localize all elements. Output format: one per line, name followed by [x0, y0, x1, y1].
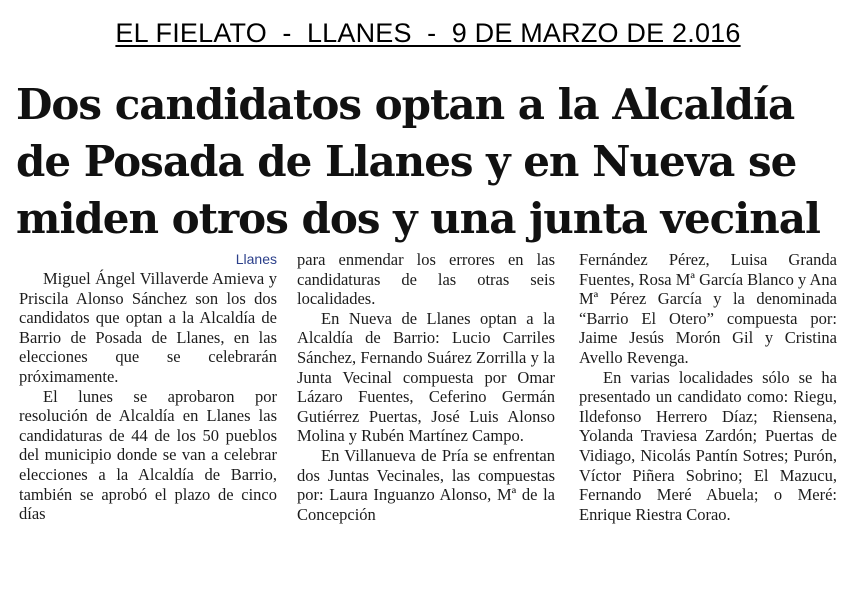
headline-line: Dos candidatos optan a la Alcaldía	[16, 80, 795, 129]
headline	[16, 76, 846, 247]
article-body	[14, 250, 844, 580]
page-header	[0, 18, 856, 49]
article-column-3	[579, 250, 837, 524]
headline-line: miden otros dos y una junta vecinal	[16, 194, 820, 243]
article-column-1	[19, 250, 277, 524]
article-paragraph: para enmendar los errores en las candidaturas de las otras seis localidades.	[297, 250, 555, 309]
article-column-2	[297, 250, 555, 524]
headline-line: de Posada de Llanes y en Nueva se	[16, 137, 797, 186]
section-label: Llanes	[235, 251, 277, 267]
article-paragraph: En Nueva de Llanes optan a la Alcaldía de Barrio: Lucio Carriles Sánchez, Fernando Suárez Zorrilla y la Junta Vecinal compuesta por Omar Lázaro Fuentes, Ceferino Germán Gutiérrez Puertas, José Luis Alonso Molina y Rubén Martínez Campo.	[297, 308, 555, 446]
article-paragraph: Miguel Ángel Villaverde Amieva y Priscila Alonso Sánchez son los dos candidatos que optan a la Alcaldía de Barrio de Posada de Llanes, en las elecciones que se celebrarán próximamente.	[19, 269, 277, 386]
article-paragraph: El lunes se aprobaron por resolución de Alcaldía en Llanes las candidaturas de 44 de los 50 pueblos del municipio donde se van a celebrar elecciones a la Alcaldía de Barrio, también se aprobó el plazo de cinco días	[19, 386, 277, 524]
article-paragraph: En varias localidades sólo se ha presentado un candidato como: Riegu, Ildefonso Herrero Díaz; Riensena, Yolanda Traviesa Zardón; Puertas de Vidiago, Nicolás Pantín Sotres; Purón, Víctor Piñera Sobrino; El Mazucu, Fernando Meré Abuela; o Meré: Enrique Riestra Corao.	[579, 367, 837, 524]
page-header-text: EL FIELATO - LLANES - 9 DE MARZO DE 2.016	[115, 18, 741, 48]
article-paragraph: Fernández Pérez, Luisa Granda Fuentes, Rosa Mª García Blanco y Ana Mª Pérez García y la denominada “Barrio El Otero” compuesta por: Jaime Jesús Morón Gil y Cristina Avello Revenga.	[579, 250, 837, 367]
article-paragraph: En Villanueva de Pría se enfrentan dos Juntas Vecinales, las compuestas por: Laura Inguanzo Alonso, Mª de la Concepción	[297, 445, 555, 524]
